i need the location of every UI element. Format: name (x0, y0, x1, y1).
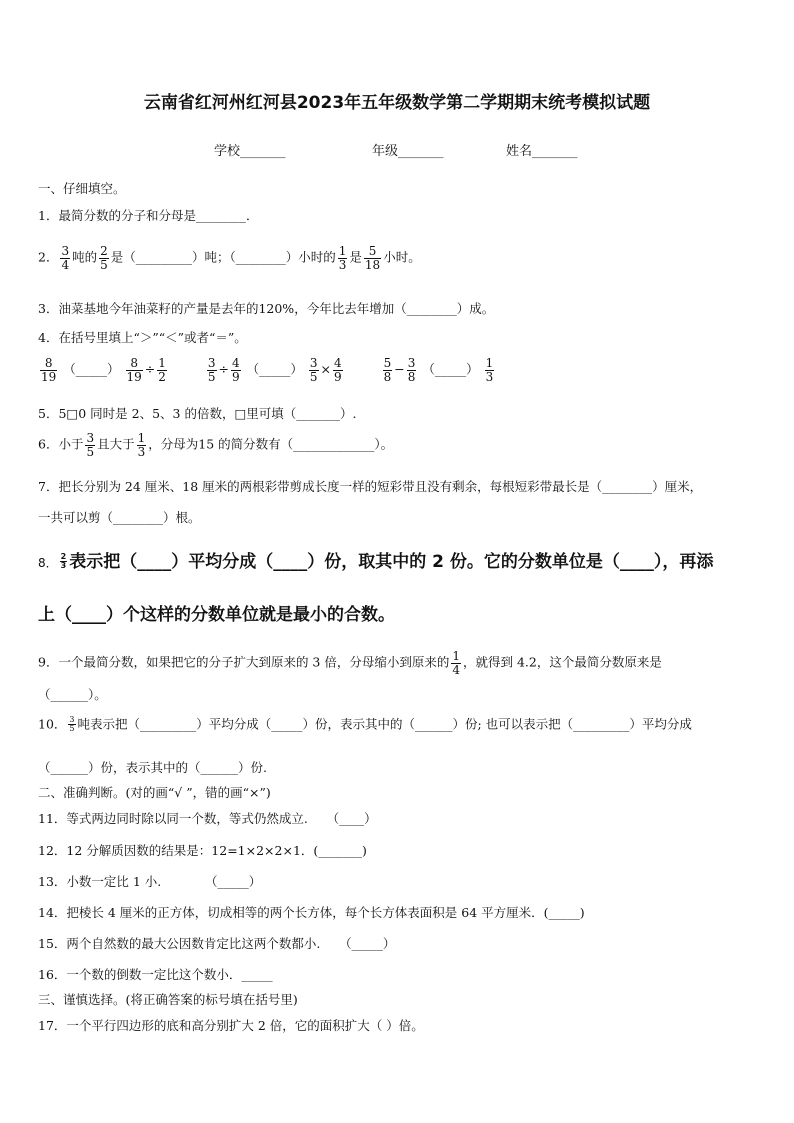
fraction: $\frac{2}{5}$ (100, 244, 108, 272)
section-2-heading: 二、准确判断。(对的画“√ ”，错的画“×”) (38, 785, 271, 800)
question-17: 17．一个平行四边形的底和高分别扩大 2 倍，它的面积扩大（ ）倍。 (38, 1018, 424, 1033)
fraction: $\frac{5}{18}$ (364, 244, 381, 272)
q2-text: 是（_________）吨；（________）小时的 (110, 249, 336, 265)
compare-blank[interactable]: （_____） (422, 361, 479, 377)
grade-field: 年级_______ (372, 144, 444, 159)
fraction: $\frac{3}{5}$ (86, 431, 95, 459)
operator: − (394, 361, 405, 377)
question-15: 15．两个自然数的最大公因数肯定比这两个数都小. （_____） (38, 936, 396, 951)
q2-text: 吨的 (72, 249, 98, 265)
q2-text: 小时。 (383, 249, 421, 265)
question-3: 3．油菜基地今年油菜籽的产量是去年的120%，今年比去年增加（________）成。 (38, 301, 495, 316)
q2-prefix: 2． (38, 249, 59, 265)
fraction: $\frac{1}{3}$ (137, 431, 146, 459)
question-8-line-1 (38, 553, 713, 571)
fraction: $\frac{2}{3}$ (60, 552, 67, 571)
compare-blank[interactable]: （_____） (246, 361, 303, 377)
question-4: 4．在括号里填上“＞”“＜”或者“＝”。 (38, 330, 247, 345)
question-4-comparisons (38, 357, 496, 383)
question-9-line-2: （______）。 (38, 687, 107, 702)
section-3-heading: 三、谨慎选择。(将正确答案的标号填在括号里) (38, 992, 298, 1007)
question-13: 13．小数一定比 1 小. （_____） (38, 874, 262, 889)
question-16: 16．一个数的倒数一定比这个数小．_____ (38, 967, 273, 982)
section-1-heading: 一、仔细填空。 (38, 181, 126, 196)
question-1: 1．最简分数的分子和分母是________． (38, 208, 259, 223)
compare-blank[interactable]: （_____） (63, 361, 120, 377)
fraction: $\frac{1}{4}$ (452, 649, 460, 677)
fraction: $\frac{8}{19}$ (126, 356, 142, 384)
fraction: $\frac{1}{3}$ (338, 244, 347, 272)
fraction: $\frac{4}{9}$ (334, 356, 342, 384)
question-7-line-1: 7．把长分别为 24 厘米、18 厘米的两根彩带剪成长度一样的短彩带且没有剩余，每根短彩带最长是（________）厘米， (38, 479, 703, 494)
q9-text: 9．一个最简分数，如果把它的分子扩大到原来的 3 倍，分母缩小到原来的 (38, 654, 450, 670)
fraction: $\frac{3}{8}$ (407, 356, 416, 384)
question-2 (38, 245, 421, 271)
school-field: 学校_______ (214, 144, 286, 159)
question-11: 11．等式两边同时除以同一个数，等式仍然成立. （____） (38, 811, 377, 826)
question-10-line-2: （______）份，表示其中的（______）份. (38, 760, 267, 775)
q10-number: 10． (38, 716, 67, 732)
q8-number: 8． (38, 555, 58, 570)
exam-title: 云南省红河州红河县2023年五年级数学第二学期期末统考模拟试题 (143, 93, 651, 113)
name-field: 姓名_______ (506, 144, 578, 159)
question-12: 12．12 分解质因数的结果是：12=1×2×2×1．(_______) (38, 843, 367, 858)
q9-text: ，就得到 4.2，这个最简分数原来是 (463, 654, 662, 670)
question-8-line-2: 上（____）个这样的分数单位就是最小的合数。 (38, 605, 395, 625)
operator: ÷ (218, 361, 230, 377)
fraction: $\frac{1}{2}$ (158, 356, 166, 384)
fraction: $\frac{8}{19}$ (41, 356, 57, 384)
q6-text: 6．小于 (38, 436, 84, 452)
q8-text: 表示把（____）平均分成（____）份，取其中的 2 份。它的分数单位是（____），再添 (69, 551, 714, 572)
fraction: $\frac{3}{5}$ (309, 356, 318, 384)
question-14: 14．把棱长 4 厘米的正方体，切成相等的两个长方体，每个长方体表面积是 64 平方厘米．(_____) (38, 905, 585, 920)
question-5: 5．5□0 同时是 2、5、3 的倍数，□里可填（_______）. (38, 406, 357, 421)
fraction: $\frac{3}{5}$ (207, 356, 216, 384)
operator: ÷ (144, 361, 156, 377)
q6-text: ，分母为15 的简分数有（_____________）。 (148, 436, 394, 452)
q10-text: 吨表示把（_________）平均分成（_____）份，表示其中的（______）份; 也可以表示把（_________）平均分成 (77, 716, 692, 732)
q2-text: 是 (349, 249, 362, 265)
question-6 (38, 432, 393, 458)
fraction: $\frac{4}{9}$ (232, 356, 240, 384)
question-7-line-2: 一共可以剪（________）根。 (38, 510, 201, 525)
fraction: $\frac{5}{8}$ (383, 356, 392, 384)
question-10-line-1 (38, 716, 692, 734)
fraction: $\frac{3}{4}$ (61, 244, 70, 272)
fraction: $\frac{3}{5}$ (69, 715, 75, 734)
operator: × (320, 361, 332, 377)
fraction: $\frac{1}{3}$ (485, 356, 494, 384)
q6-text: 且大于 (97, 436, 135, 452)
question-9-line-1 (38, 650, 662, 676)
